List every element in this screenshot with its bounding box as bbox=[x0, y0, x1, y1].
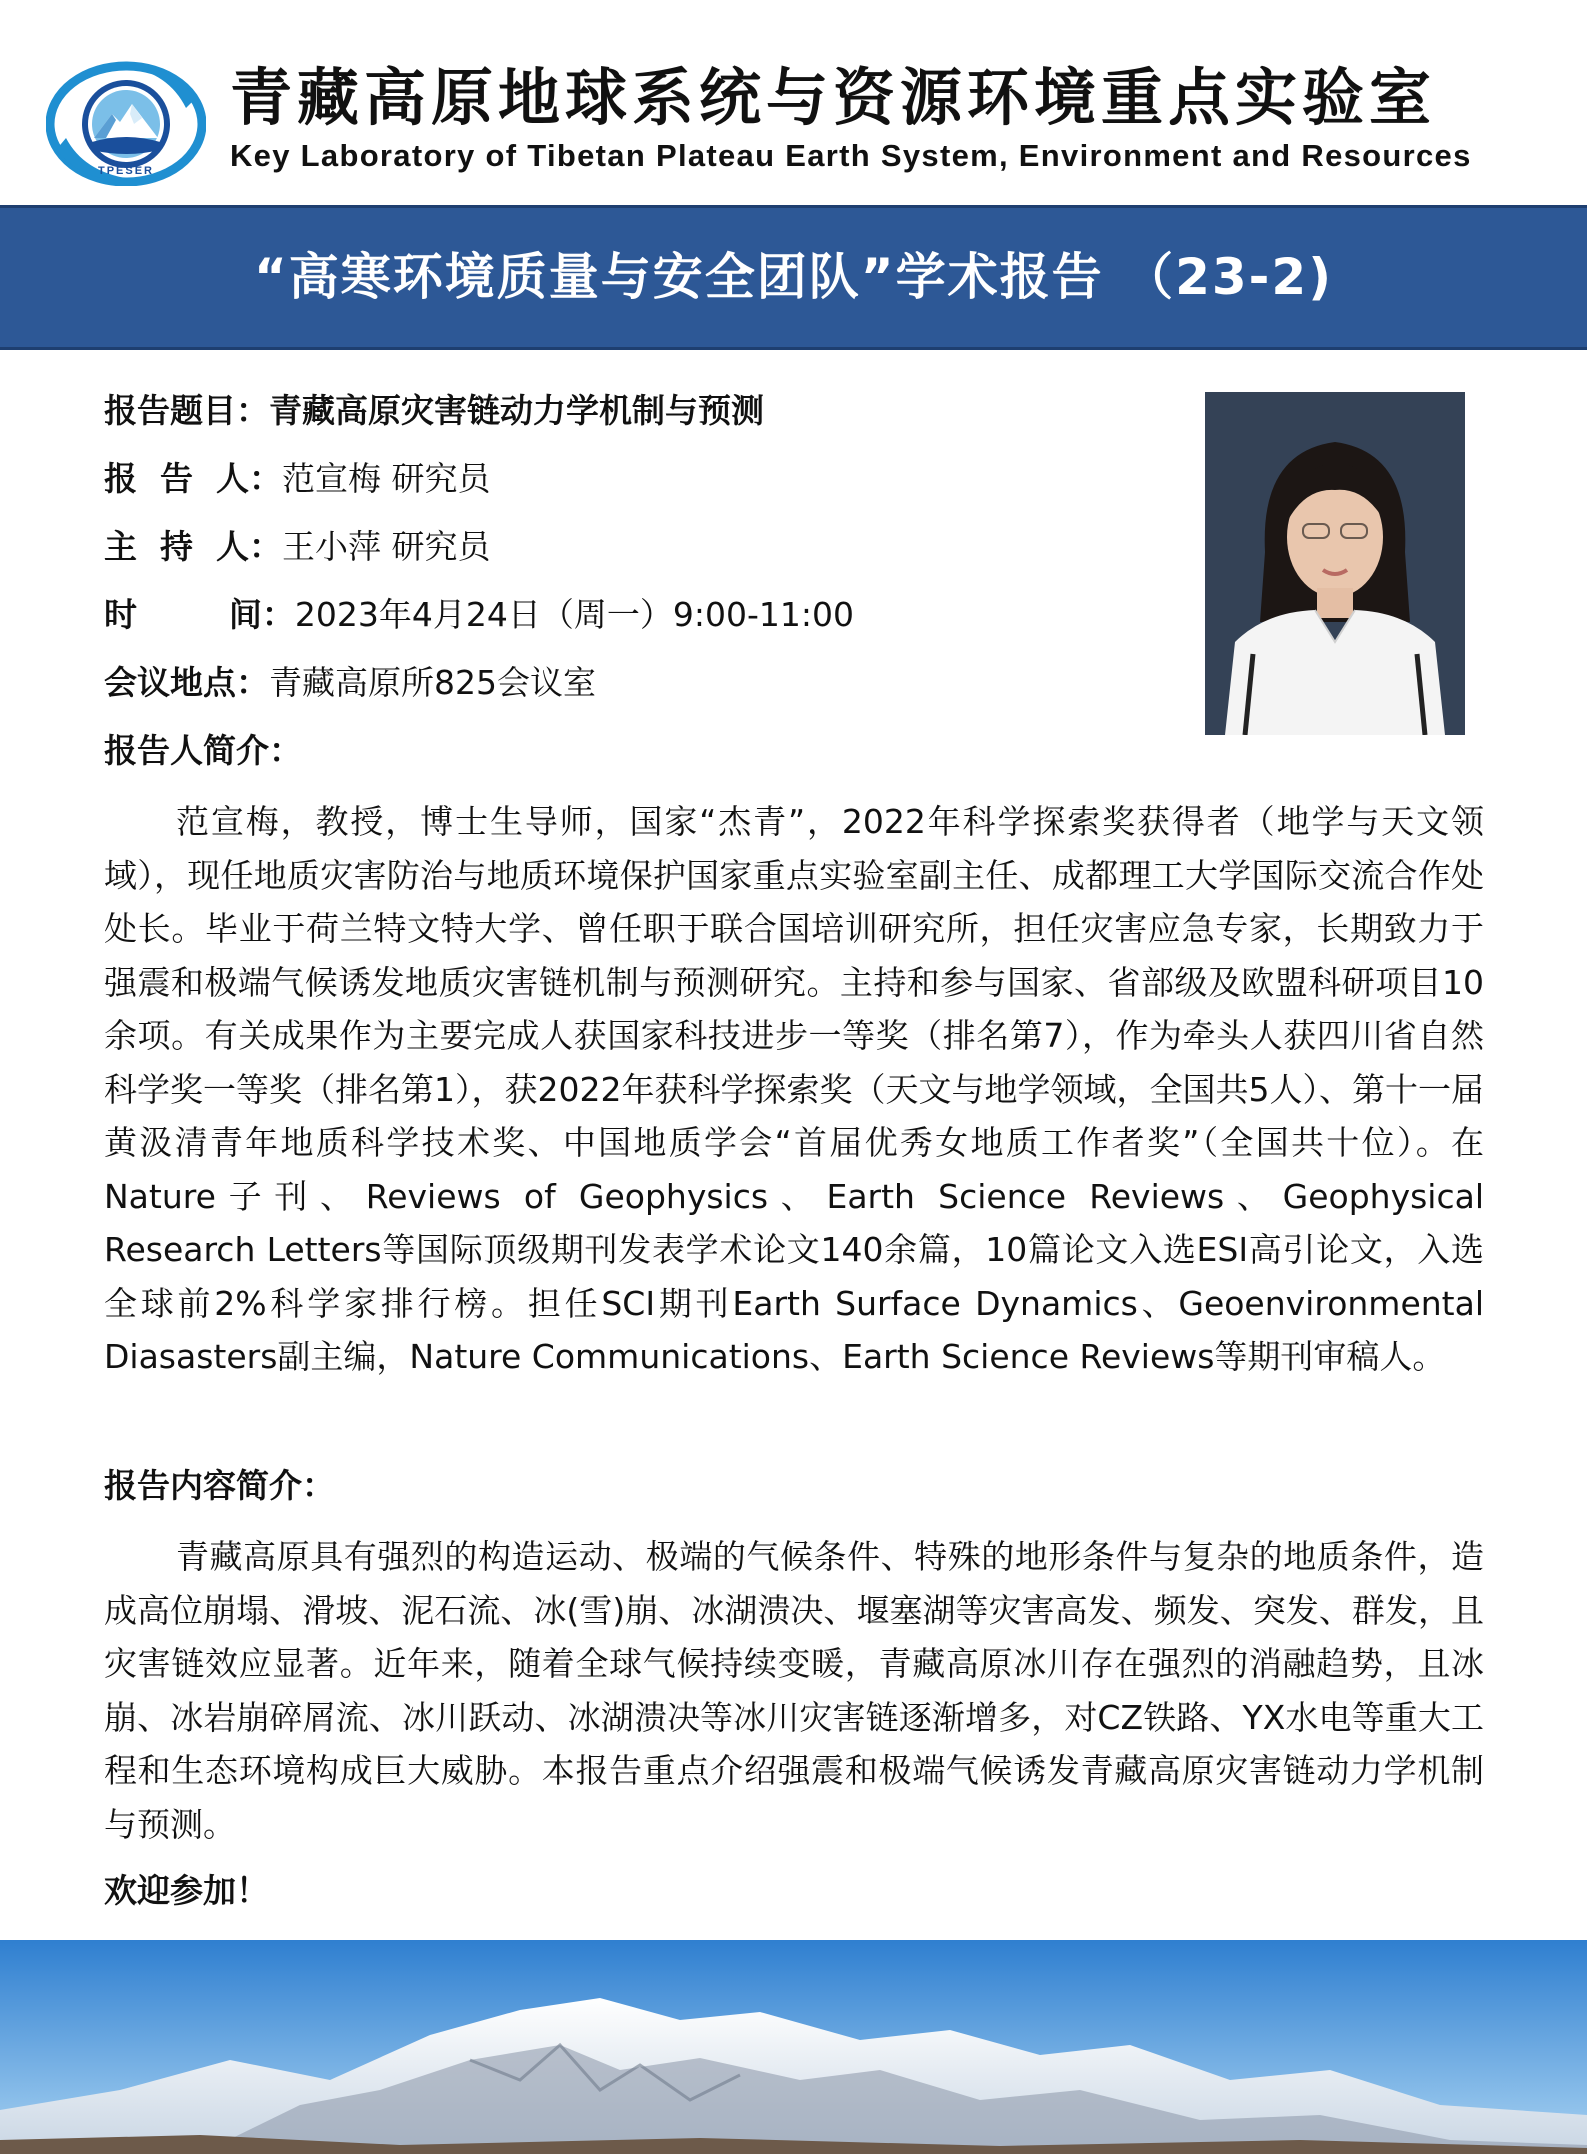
topic-label: 报告题目： bbox=[104, 391, 269, 430]
report-info bbox=[104, 383, 1164, 723]
topic-value: 青藏高原灾害链动力学机制与预测 bbox=[269, 391, 764, 430]
info-row-venue bbox=[104, 655, 1164, 723]
bio-heading: 报告人简介： bbox=[104, 731, 302, 770]
info-row-speaker bbox=[104, 451, 1164, 519]
speaker-value: 范宣梅 研究员 bbox=[281, 459, 491, 498]
report-title: “高寒环境质量与安全团队”学术报告 （23-2) bbox=[253, 248, 1334, 306]
time-value: 2023年4月24日（周一）9:00-11:00 bbox=[294, 595, 855, 634]
mountain-illustration bbox=[0, 1940, 1587, 2154]
title-banner bbox=[0, 205, 1587, 350]
lab-name-en: Key Laboratory of Tibetan Plateau Earth System, Environment and Resources bbox=[230, 138, 1472, 173]
svg-text:TPESER: TPESER bbox=[97, 165, 155, 177]
speaker-portrait bbox=[1205, 392, 1465, 735]
snow-mountain-landscape bbox=[0, 1940, 1587, 2154]
abstract-text: 青藏高原具有强烈的构造运动、极端的气候条件、特殊的地形条件与复杂的地质条件，造成高位崩塌、滑坡、泥石流、冰(雪)崩、冰湖溃决、堰塞湖等灾害高发、频发、突发、群发，且灾害链效应显著。近年来，随着全球气候持续变暖，青藏高原冰川存在强烈的消融趋势，且冰崩、冰岩崩碎屑流、冰川跃动、冰湖溃决等冰川灾害链逐渐增多，对CZ铁路、YX水电等重大工程和生态环境构成巨大威胁。本报告重点介绍强震和极端气候诱发青藏高原灾害链动力学机制与预测。 bbox=[104, 1537, 1484, 1844]
bio-text: 范宣梅，教授，博士生导师，国家“杰青”，2022年科学探索奖获得者（地学与天文领域），现任地质灾害防治与地质环境保护国家重点实验室副主任、成都理工大学国际交流合作处处长。毕业于荷兰特文特大学、曾任职于联合国培训研究所，担任灾害应急专家，长期致力于强震和极端气候诱发地质灾害链机制与预测研究。主持和参与国家、省部级及欧盟科研项目10余项。有关成果作为主要完成人获国家科技进步一等奖（排名第7），作为牵头人获四川省自然科学奖一等奖（排名第1），获2022年获科学探索奖（天文与地学领域，全国共5人）、第十一届黄汲清青年地质科学技术奖、中国地质学会“首届优秀女地质工作者奖”（全国共十位）。在Nature子刊、Reviews of Geophysics、Earth Science Reviews、Geophysical Research Letters等国际顶级期刊发表学术论文140余篇，10篇论文入选ESI高引论文，入选全球前2%科学家排行榜。担任SCI期刊Earth Surface Dynamics、Geoenvironmental Diasasters副主编，Nature Communications、Earth Science Reviews等期刊审稿人。 bbox=[104, 802, 1484, 1376]
host-value: 王小萍 研究员 bbox=[281, 527, 491, 566]
speaker-label: 报 告 人： bbox=[104, 459, 282, 498]
venue-label: 会议地点： bbox=[104, 663, 269, 702]
venue-value: 青藏高原所825会议室 bbox=[269, 663, 596, 702]
info-row-time bbox=[104, 587, 1164, 655]
host-label: 主 持 人： bbox=[104, 527, 282, 566]
info-row-host bbox=[104, 519, 1164, 587]
time-label: 时 间： bbox=[104, 595, 295, 634]
info-row-topic bbox=[104, 383, 1164, 451]
lab-name-cn: 青藏高原地球系统与资源环境重点实验室 bbox=[230, 61, 1437, 134]
page-header bbox=[0, 0, 1587, 205]
abstract-heading: 报告内容简介： bbox=[104, 1466, 335, 1505]
welcome-text: 欢迎参加！ bbox=[104, 1871, 269, 1910]
portrait-illustration bbox=[1205, 392, 1465, 735]
tpeser-logo-icon bbox=[46, 58, 206, 186]
